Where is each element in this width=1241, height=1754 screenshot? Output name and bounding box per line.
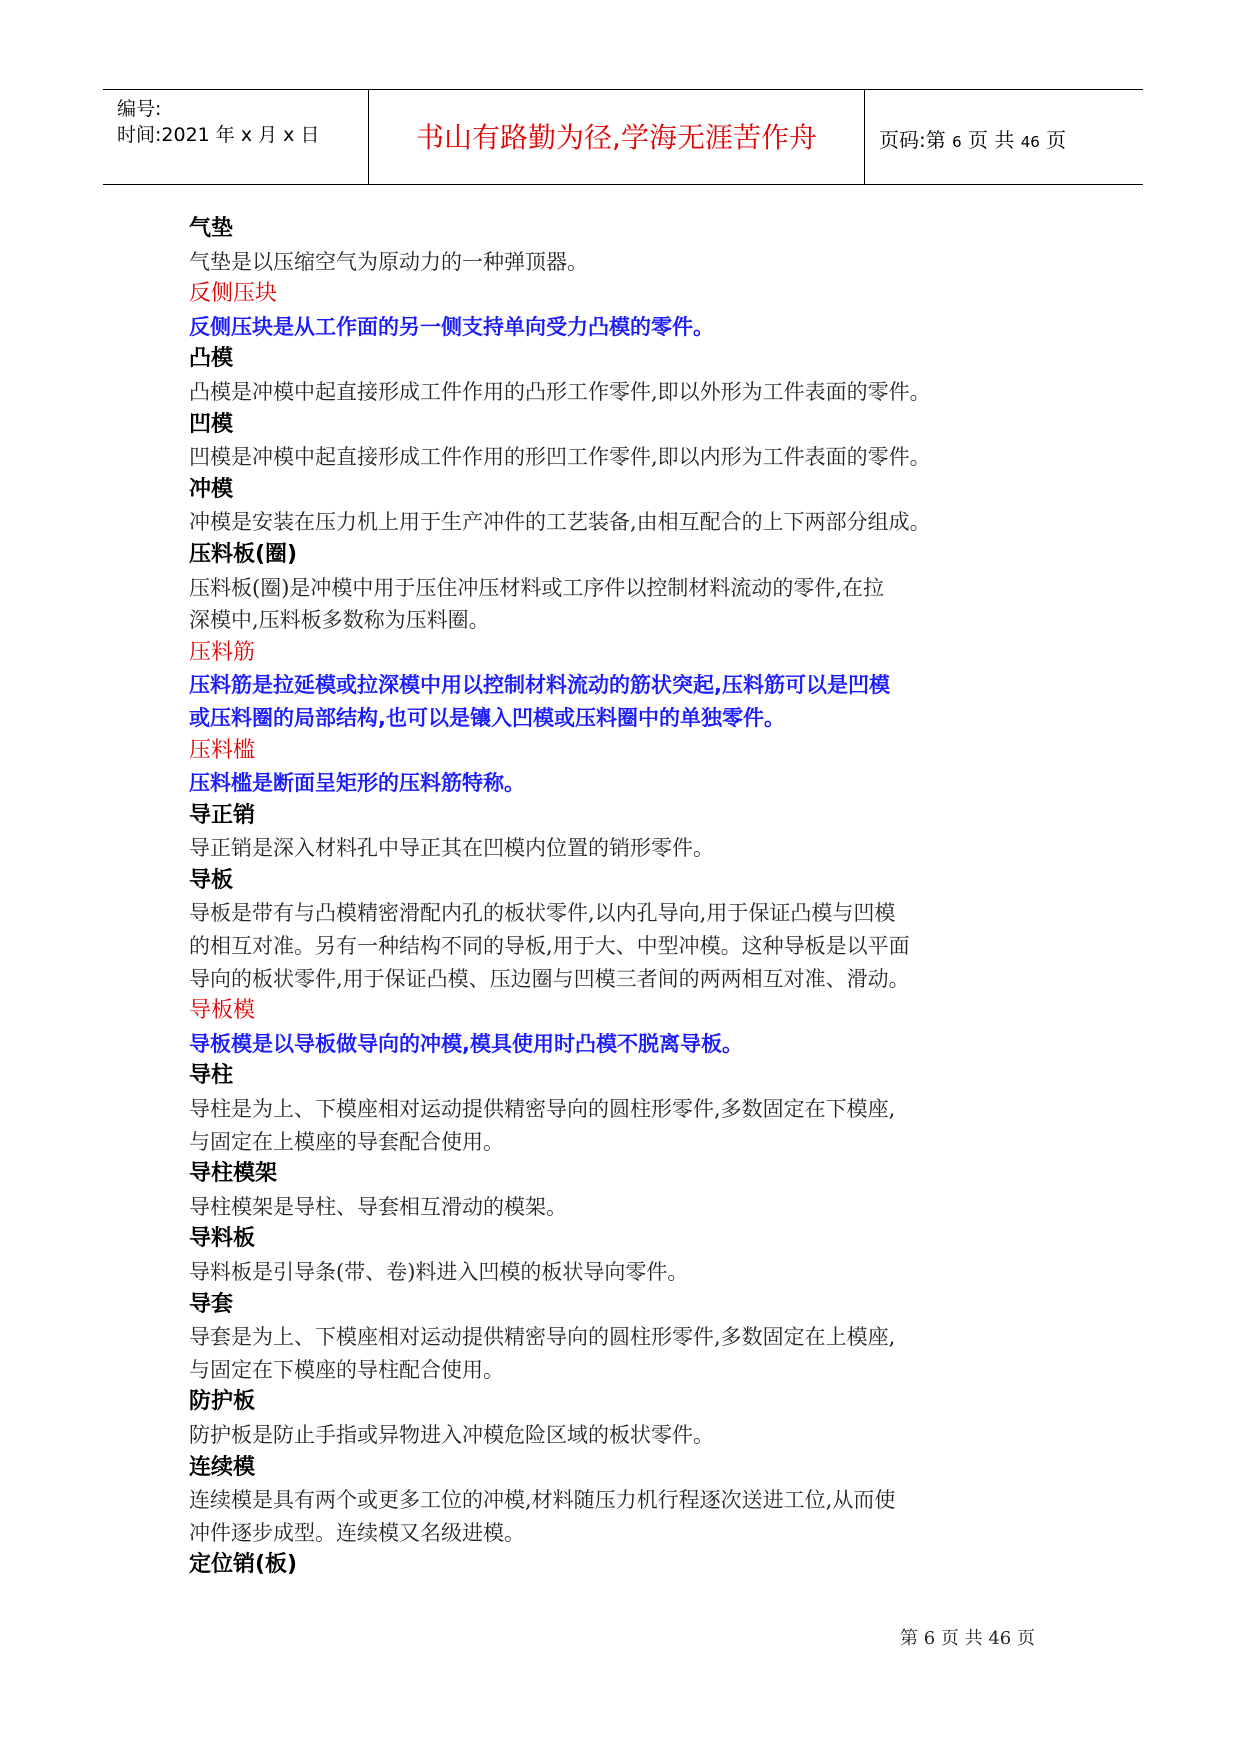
document-body [189, 213, 1069, 1582]
term-definition: 凹模是冲模中起直接形成工件作用的形凹工作零件,即以内形为工件表面的零件。 [189, 445, 931, 470]
term-definition: 深模中,压料板多数称为压料圈。 [189, 608, 490, 633]
term-definition: 凸模是冲模中起直接形成工件作用的凸形工作零件,即以外形为工件表面的零件。 [189, 379, 931, 404]
term-heading: 凹模 [189, 411, 234, 437]
header-page-cell [865, 90, 1143, 184]
term-definition: 导套是为上、下模座相对运动提供精密导向的圆柱形零件,多数固定在上模座, [189, 1325, 896, 1350]
term-heading: 定位销(板) [189, 1552, 298, 1578]
term-heading: 冲模 [189, 476, 234, 502]
term-heading: 反侧压块 [189, 281, 278, 307]
term-heading: 导柱模架 [189, 1161, 278, 1187]
term-definition: 反侧压块是从工作面的另一侧支持单向受力凸模的零件。 [189, 314, 714, 339]
term-definition: 导柱是为上、下模座相对运动提供精密导向的圆柱形零件,多数固定在下模座, [189, 1097, 896, 1122]
page-number: 6 [952, 133, 962, 151]
header-motto-cell [368, 90, 865, 184]
header-info-cell [103, 90, 368, 184]
term-definition: 连续模是具有两个或更多工位的冲模,材料随压力机行程逐次送进工位,从而使 [189, 1488, 896, 1513]
term-definition: 导柱模架是导柱、导套相互滑动的模架。 [189, 1194, 567, 1219]
term-definition: 压料板(圈)是冲模中用于压住冲压材料或工序件以控制材料流动的零件,在拉 [189, 575, 885, 600]
term-heading: 凸模 [189, 346, 234, 372]
term-definition: 的相互对准。另有一种结构不同的导板,用于大、中型冲模。这种导板是以平面 [189, 934, 910, 959]
term-definition: 导向的板状零件,用于保证凸模、压边圈与凹模三者间的两两相互对准、滑动。 [189, 966, 910, 991]
term-definition: 压料槛是断面呈矩形的压料筋特称。 [189, 771, 525, 796]
term-definition: 导料板是引导条(带、卷)料进入凹模的板状导向零件。 [189, 1260, 689, 1284]
term-heading: 导板模 [189, 998, 256, 1024]
term-heading: 导柱 [189, 1063, 234, 1089]
term-definition: 冲件逐步成型。连续模又名级进模。 [189, 1520, 525, 1545]
page-middle: 页 共 [961, 128, 1021, 152]
term-definition: 冲模是安装在压力机上用于生产冲件的工艺装备,由相互配合的上下两部分组成。 [189, 510, 931, 535]
page-prefix: 页码:第 [879, 128, 953, 152]
term-definition: 气垫是以压缩空气为原动力的一种弹顶器。 [189, 249, 588, 274]
page-footer: 第 6 页 共 46 页 [900, 1628, 1035, 1649]
term-heading: 连续模 [189, 1454, 256, 1480]
term-heading: 气垫 [189, 216, 234, 241]
term-definition: 压料筋是拉延模或拉深模中用以控制材料流动的筋状突起,压料筋可以是凹模 [189, 673, 890, 698]
document-number-label: 编号: [117, 98, 162, 120]
page-total: 46 [1020, 133, 1040, 151]
header-motto: 书山有路勤为径,学海无涯苦作舟 [416, 121, 817, 154]
term-definition: 导板模是以导板做导向的冲模,模具使用时凸模不脱离导板。 [189, 1031, 743, 1056]
term-heading: 防护板 [189, 1389, 256, 1415]
term-definition: 防护板是防止手指或异物进入冲模危险区域的板状零件。 [189, 1422, 714, 1447]
term-heading: 压料筋 [189, 639, 256, 665]
term-definition: 与固定在上模座的导套配合使用。 [189, 1129, 504, 1154]
document-time-label: 时间:2021 年 x 月 x 日 [117, 124, 320, 146]
term-definition: 与固定在下模座的导柱配合使用。 [189, 1357, 504, 1382]
term-definition: 或压料圈的局部结构,也可以是镶入凹模或压料圈中的单独零件。 [189, 705, 785, 730]
term-definition: 导正销是深入材料孔中导正其在凹模内位置的销形零件。 [189, 836, 714, 861]
page-header [103, 89, 1143, 185]
term-heading: 压料槛 [189, 737, 256, 763]
page-suffix: 页 [1039, 128, 1067, 152]
term-heading: 导套 [189, 1291, 234, 1317]
term-heading: 压料板(圈) [189, 541, 298, 567]
term-heading: 导板 [189, 867, 234, 893]
term-definition: 导板是带有与凸模精密滑配内孔的板状零件,以内孔导向,用于保证凸模与凹模 [189, 901, 896, 926]
term-heading: 导正销 [189, 802, 256, 828]
term-heading: 导料板 [189, 1226, 256, 1252]
header-page-info [879, 124, 1066, 153]
